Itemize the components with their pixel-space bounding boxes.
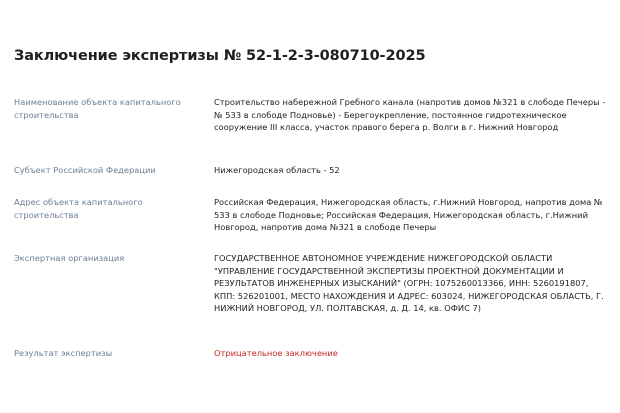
row-label-region: Субъект Российской Федерации [14,165,156,175]
row-value-address: Российская Федерация, Нижегородская область, г.Нижний Новгород, напротив дома № 533 в слободе Подновье; Российская Федерация, Нижегородская область, г.Нижний Новгород, напротив дома №321 в слободе Печеры [214,197,603,232]
row-value-region: Нижегородская область - 52 [214,165,340,175]
row-label-address: Адрес объекта капитального строительства [14,197,143,220]
row-label-expert-organization: Экспертная организация [14,253,125,263]
row-value-expert-organization: ГОСУДАРСТВЕННОЕ АВТОНОМНОЕ УЧРЕЖДЕНИЕ НИЖЕГОРОДСКОЙ ОБЛАСТИ "УПРАВЛЕНИЕ ГОСУДАРСТВЕННОЙ ЭКСПЕРТИЗЫ ПРОЕКТНОЙ ДОКУМЕНТАЦИИ И РЕЗУЛЬТАТОВ ИНЖЕНЕРНЫХ ИЗЫСКАНИЙ" (ОГРН: 1075260013366, ИНН: 5260191807, КПП: 526201001, МЕСТО НАХОЖДЕНИЯ И АДРЕС: 603024, НИЖЕГОРОДСКАЯ ОБЛАСТЬ, Г. НИЖНИЙ НОВГОРОД, УЛ. ПОЛТАВСКАЯ, д. Д. 14, кв. ОФИС 7) [214,253,604,313]
row-value-object-name: Строительство набережной Гребного канала (напротив домов №321 в слободе Печеры - № 533 в слободе Подновье) - Берегоукрепление, постоянное гидротехническое сооружение III класса, участок правого берега р. Волги в г. Нижний Новгород [214,97,606,132]
page-title: Заключение экспертизы № 52-1-2-3-080710-2025 [14,48,426,64]
row-label-result: Результат экспертизы [14,348,113,358]
row-label-object-name: Наименование объекта капитального строительства [14,97,181,120]
row-value-result: Отрицательное заключение [214,348,338,358]
